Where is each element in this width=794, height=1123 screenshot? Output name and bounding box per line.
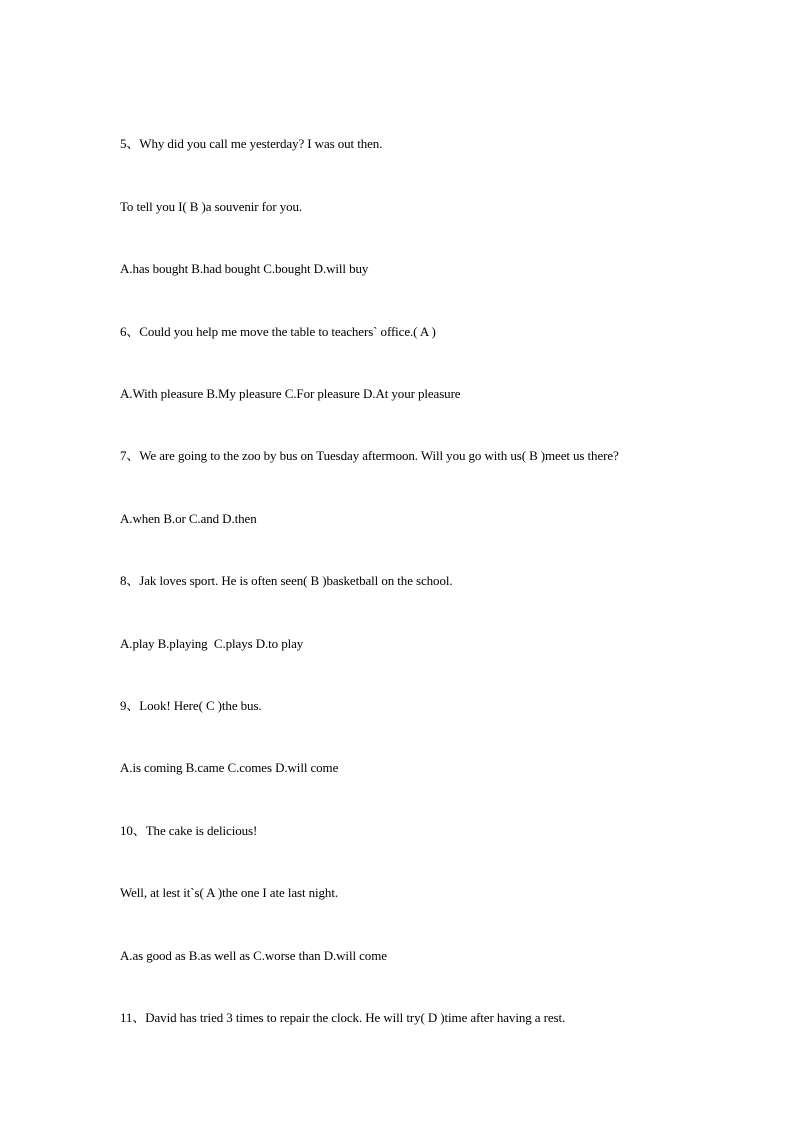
question-6-options: A.With pleasure B.My pleasure C.For pleasure D.At your pleasure [120, 386, 461, 401]
question-5-answer-line: To tell you I( B )a souvenir for you. [120, 199, 303, 214]
question-9-options: A.is coming B.came C.comes D.will come [120, 760, 339, 775]
question-8-options: A.play B.playing C.plays D.to play [120, 636, 304, 651]
question-10-answer-line: Well, at lest it`s( A )the one I ate last night. [120, 885, 338, 900]
question-8-text: 8、Jak loves sport. He is often seen( B )basketball on the school. [120, 573, 453, 588]
question-7-text: 7、We are going to the zoo by bus on Tuesday aftermoon. Will you go with us( B )meet us there? [120, 448, 619, 463]
question-9-text: 9、Look! Here( C )the bus. [120, 698, 262, 713]
question-10-text: 10、The cake is delicious! [120, 823, 258, 838]
question-7-options: A.when B.or C.and D.then [120, 511, 257, 526]
question-6-text: 6、Could you help me move the table to teachers` office.( A ) [120, 324, 436, 339]
question-10-options: A.as good as B.as well as C.worse than D.will come [120, 948, 387, 963]
question-5-options: A.has bought B.had bought C.bought D.will buy [120, 261, 369, 276]
question-5-text: 5、Why did you call me yesterday? I was out then. [120, 136, 383, 151]
question-11-text: 11、David has tried 3 times to repair the clock. He will try( D )time after having a rest. [120, 1010, 566, 1025]
